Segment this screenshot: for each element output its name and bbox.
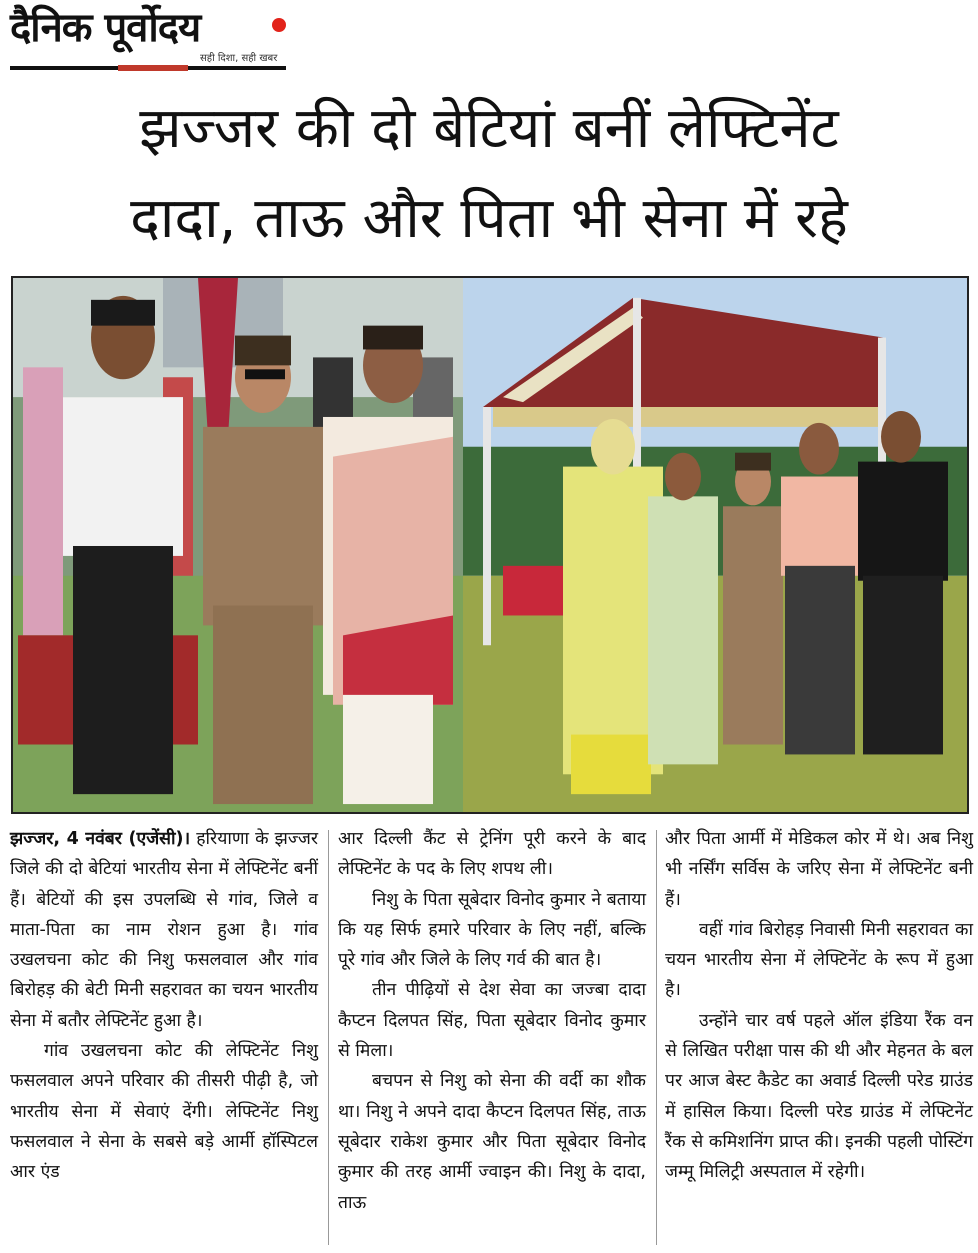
article-paragraph: निशु के पिता सूबेदार विनोद कुमार ने बताया कि यह सिर्फ हमारे परिवार के लिए नहीं, बल्कि पूरे गांव और जिले के लिए गर्व की बात है। [338,889,646,971]
paragraph-text: हरियाणा के झज्जर जिले की दो बेटियां भारतीय सेना में लेफ्टिनेंट बनीं हैं। बेटियों की इस उपलब्धि से गांव, जिले व माता-पिता का नाम रोशन हुआ है। गांव उखलचना कोट की निशु फसलवाल और गांव बिरोहड़ की बेटी मिनी सहरावत का चयन भारतीय सेना में बतौर लेफ्टिनेंट हुआ है। [10,829,318,1031]
news-photo [11,276,969,814]
article-paragraph [10,824,318,1036]
article-paragraph: वहीं गांव बिरोहड़ निवासी मिनी सहरावत का चयन भारतीय सेना में लेफ्टिनेंट के रूप में हुआ है। [665,919,973,1001]
article-paragraph: तीन पीढ़ियों से देश सेवा का जज्बा दादा कैप्टन दिलपत सिंह, पिता सूबेदार विनोद कुमार से मिला। [338,980,646,1062]
masthead [10,6,286,72]
logo-dot-icon [272,18,286,32]
article-paragraph: आर दिल्ली कैंट से ट्रेनिंग पूरी करने के बाद लेफ्टिनेंट के पद के लिए शपथ ली। [338,829,646,880]
column-divider [328,830,329,1245]
article-paragraph: और पिता आर्मी में मेडिकल कोर में थे। अब निशु भी नर्सिंग सर्विस के जरिए सेना में लेफ्टिनेंट बनी हैं। [665,829,973,910]
article-paragraph: उन्होंने चार वर्ष पहले ऑल इंडिया रैंक वन से लिखित परीक्षा पास की थी और मेहनत के बल पर आज बेस्ट कैडेट का अवार्ड दिल्ली परेड ग्राउंड में हासिल किया। दिल्ली परेड ग्राउंड में लेफ्टिनेंट रैंक से कमिशनिंग प्राप्त की। इनकी पहली पोस्टिंग जम्मू मिलिट्री अस्पताल में रहेगी। [665,1010,973,1183]
article-paragraph: गांव उखलचना कोट की लेफ्टिनेंट निशु फसलवाल अपने परिवार की तीसरी पीढ़ी है, जो भारतीय सेना में सेवाएं देंगी। लेफ्टिनेंट निशु फसलवाल ने सेना के सबसे बड़े आर्मी हॉस्पिटल आर एंड [10,1041,318,1183]
headline-line-1: झज्जर की दो बेटियां बनीं लेफ्टिनेंट [139,96,839,161]
photo-pipping-ceremony [13,278,463,812]
newspaper-tagline: सही दिशा, सही खबर [200,53,278,64]
article-column-1 [10,824,318,1188]
article-column-2 [338,824,646,1218]
headline-line-2: दादा, ताऊ और पिता भी सेना में रहे [130,186,848,251]
article-column-3 [665,824,973,1188]
masthead-accent-rule [118,65,188,71]
newspaper-logo: दैनिक पूर्वोदय [10,5,201,51]
photo-family-group [463,278,969,812]
article-paragraph: बचपन से निशु को सेना की वर्दी का शौक था। निशु ने अपने दादा कैप्टन दिलपत सिंह, ताऊ सूबेदार राकेश कुमार और पिता सूबेदार विनोद कुमार की तरह आर्मी ज्वाइन की। निशु के दादा, ताऊ [338,1071,646,1213]
dateline: झज्जर, 4 नवंबर (एजेंसी)। [10,829,191,849]
article-body [10,824,972,1249]
column-divider [656,830,657,1245]
